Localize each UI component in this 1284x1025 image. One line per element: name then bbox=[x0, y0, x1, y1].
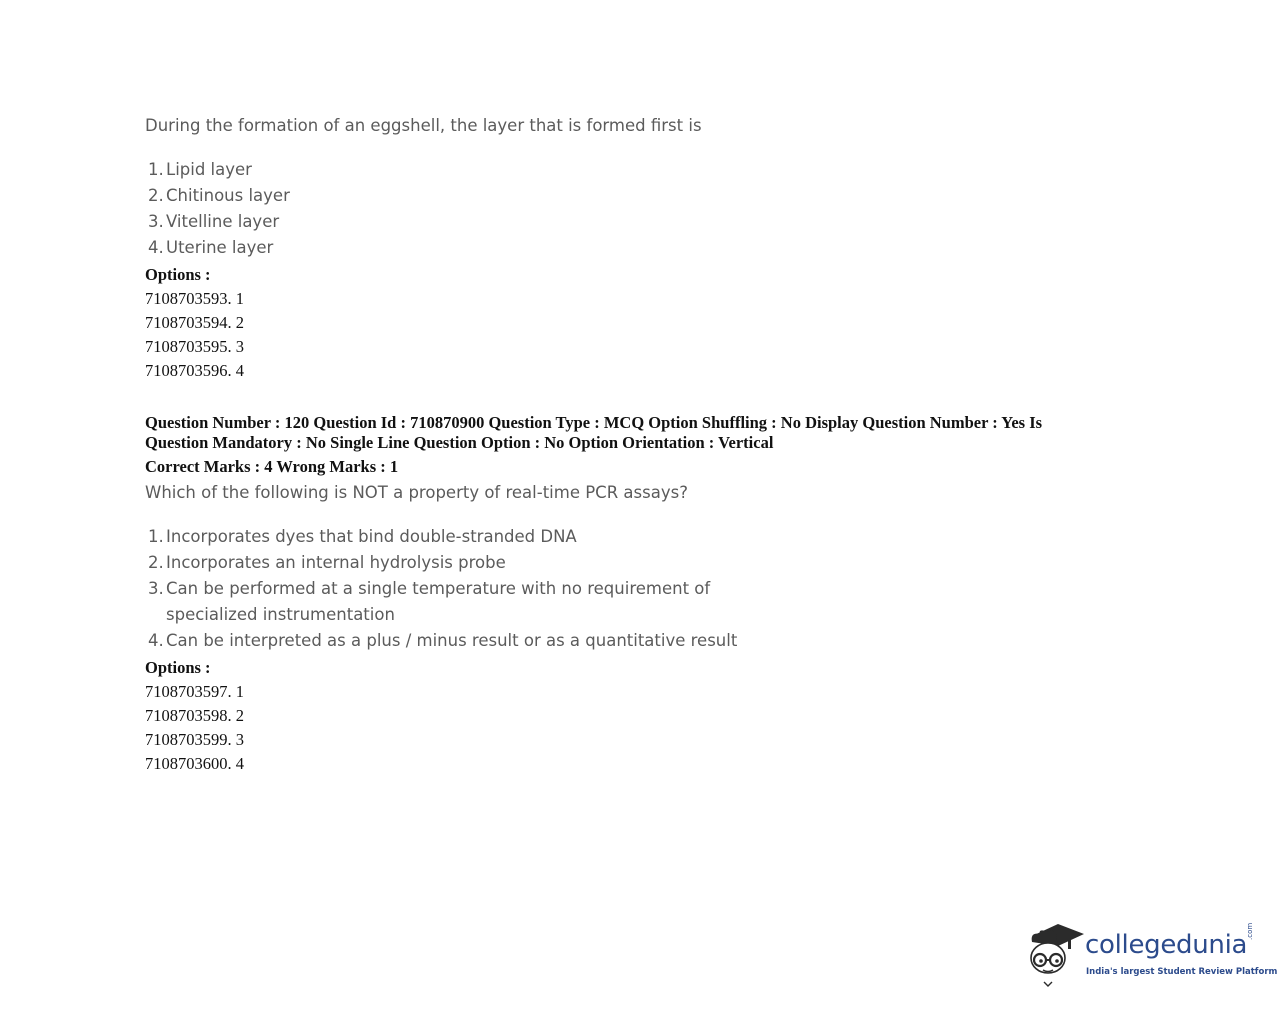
choice-text: Can be performed at a single temperature with no requirement of specialized instrumentation bbox=[166, 579, 711, 624]
options-title: Options : bbox=[145, 658, 211, 677]
choice-text: Incorporates an internal hydrolysis probe bbox=[166, 553, 506, 572]
options-title: Options : bbox=[145, 265, 211, 284]
marks-line: Correct Marks : 4 Wrong Marks : 1 bbox=[145, 457, 399, 476]
answer-choices bbox=[148, 157, 290, 261]
choice-text: Lipid layer bbox=[166, 160, 252, 179]
choice-text: Uterine layer bbox=[166, 238, 274, 257]
answer-choice bbox=[148, 550, 766, 576]
metadata-line: Question Mandatory : No Single Line Question Option : No Option Orientation : Vertical bbox=[145, 433, 774, 452]
logo-domain-suffix: .com bbox=[1246, 922, 1254, 940]
option-id-line: 7108703595. 3 bbox=[145, 337, 244, 356]
options-block bbox=[145, 263, 244, 383]
question-metadata bbox=[145, 413, 1105, 477]
option-id-line: 7108703597. 1 bbox=[145, 682, 244, 701]
question-stem: Which of the following is NOT a property of real-time PCR assays? bbox=[145, 483, 688, 502]
answer-choice bbox=[148, 628, 766, 654]
answer-choice bbox=[148, 235, 290, 261]
options-block bbox=[145, 656, 244, 776]
logo-tagline: India's largest Student Review Platform bbox=[1086, 967, 1278, 977]
answer-choice bbox=[148, 209, 290, 235]
choice-text: Can be interpreted as a plus / minus result or as a quantitative result bbox=[166, 631, 738, 650]
option-id-line: 7108703594. 2 bbox=[145, 313, 244, 332]
answer-choice bbox=[148, 183, 290, 209]
option-id-line: 7108703596. 4 bbox=[145, 361, 244, 380]
collegedunia-logo bbox=[1024, 918, 1278, 990]
choice-number: 1. bbox=[148, 527, 164, 546]
answer-choice bbox=[148, 524, 766, 550]
option-id-line: 7108703599. 3 bbox=[145, 730, 244, 749]
question-stem: During the formation of an eggshell, the layer that is formed first is bbox=[145, 116, 702, 135]
choice-number: 1. bbox=[148, 160, 164, 179]
answer-choice bbox=[148, 576, 766, 628]
choice-number: 4. bbox=[148, 631, 164, 650]
answer-choice bbox=[148, 157, 290, 183]
choice-number: 2. bbox=[148, 186, 164, 205]
choice-text: Incorporates dyes that bind double-stranded DNA bbox=[166, 527, 577, 546]
choice-text: Chitinous layer bbox=[166, 186, 290, 205]
option-id-line: 7108703600. 4 bbox=[145, 754, 244, 773]
choice-number: 3. bbox=[148, 212, 164, 231]
logo-wordmark: collegedunia bbox=[1085, 930, 1248, 960]
mascot-icon bbox=[1024, 918, 1088, 988]
choice-number: 2. bbox=[148, 553, 164, 572]
option-id-line: 7108703593. 1 bbox=[145, 289, 244, 308]
choice-text: Vitelline layer bbox=[166, 212, 280, 231]
answer-choices bbox=[148, 524, 766, 654]
choice-number: 4. bbox=[148, 238, 164, 257]
choice-number: 3. bbox=[148, 579, 164, 598]
option-id-line: 7108703598. 2 bbox=[145, 706, 244, 725]
metadata-line: Question Number : 120 Question Id : 710870900 Question Type : MCQ Option Shuffling : No Display Question Number : Yes Is bbox=[145, 413, 1043, 432]
